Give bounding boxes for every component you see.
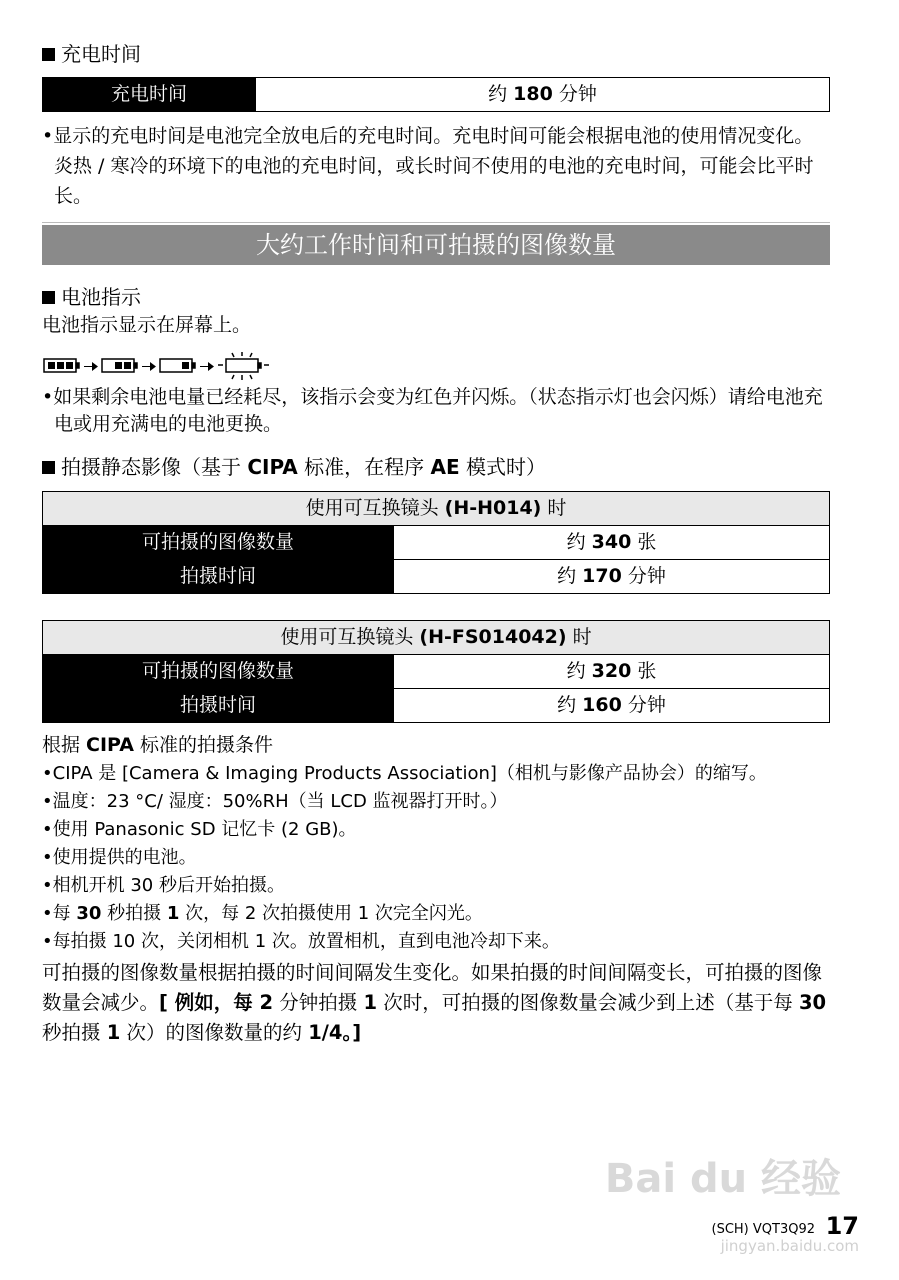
charge-heading: 充电时间 bbox=[42, 40, 141, 69]
battery-note: •如果剩余电池电量已经耗尽，该指示会变为红色并闪烁。（状态指示灯也会闪烁）请给电池充电或用充满电的电池更换。 bbox=[42, 386, 823, 435]
charge-time-value: 约 180 分钟 bbox=[256, 78, 830, 112]
interval-paragraph: 可拍摄的图像数量根据拍摄的时间间隔发生变化。如果拍摄的时间间隔变长，可拍摄的图像数量会减少。[ 例如，每 2 分钟拍摄 1 次时，可拍摄的图像数量会减少到上述（基于每 30 秒拍摄 1 次）的图像数量的约 1/4。] bbox=[42, 961, 827, 1044]
section-banner: 大约工作时间和可拍摄的图像数量 bbox=[42, 225, 830, 265]
square-bullet-icon bbox=[42, 461, 55, 474]
square-bullet-icon bbox=[42, 291, 55, 304]
battery-heading: 电池指示 bbox=[42, 283, 141, 312]
row-value: 约 320 张 bbox=[394, 655, 830, 689]
page-number: 17 bbox=[825, 1212, 859, 1240]
list-item: •每 30 秒拍摄 1 次，每 2 次拍摄使用 1 次完全闪光。 bbox=[42, 903, 483, 924]
row-value: 约 160 分钟 bbox=[394, 689, 830, 723]
row-label: 拍摄时间 bbox=[43, 689, 394, 723]
square-bullet-icon bbox=[42, 48, 55, 61]
list-item: •CIPA 是 [Camera & Imaging Products Association]（相机与影像产品协会）的缩写。 bbox=[42, 763, 767, 784]
charge-time-label: 充电时间 bbox=[43, 78, 256, 112]
charge-note: •显示的充电时间是电池完全放电后的充电时间。充电时间可能会根据电池的使用情况变化。炎热 / 寒冷的环境下的电池的充电时间，或长时间不使用的电池的充电时间，可能会比平时长。 bbox=[42, 125, 814, 207]
battery-desc: 电池指示显示在屏幕上。 bbox=[42, 314, 252, 336]
row-value: 约 170 分钟 bbox=[394, 560, 830, 594]
row-label: 拍摄时间 bbox=[43, 560, 394, 594]
lens-header: 使用可互换镜头 (H-FS014042) 时 bbox=[43, 621, 830, 655]
still-table-h-h014 bbox=[42, 491, 830, 594]
still-heading: 拍摄静态影像（基于 CIPA 标准，在程序 AE 模式时） bbox=[42, 453, 546, 482]
charge-table bbox=[42, 77, 830, 112]
still-table-h-fs014042 bbox=[42, 620, 830, 723]
list-item: •使用 Panasonic SD 记忆卡 (2 GB)。 bbox=[42, 819, 357, 840]
row-label: 可拍摄的图像数量 bbox=[43, 526, 394, 560]
watermark-url: jingyan.baidu.com bbox=[720, 1237, 859, 1255]
watermark-logo: Bai du 经验 bbox=[604, 1156, 841, 1202]
lens-header: 使用可互换镜头 (H-H014) 时 bbox=[43, 492, 830, 526]
list-item: •温度：23 °C/ 湿度：50%RH（当 LCD 监视器打开时。） bbox=[42, 791, 508, 812]
list-item: •每拍摄 10 次，关闭相机 1 次。放置相机，直到电池冷却下来。 bbox=[42, 931, 560, 952]
battery-levels-icon bbox=[42, 351, 282, 381]
footer-code: (SCH) VQT3Q92 bbox=[711, 1222, 815, 1237]
row-value: 约 340 张 bbox=[394, 526, 830, 560]
list-item: •使用提供的电池。 bbox=[42, 847, 197, 868]
divider bbox=[42, 222, 830, 223]
list-item: •相机开机 30 秒后开始拍摄。 bbox=[42, 875, 285, 896]
cipa-conditions-list bbox=[42, 760, 832, 956]
cipa-conditions-title: 根据 CIPA 标准的拍摄条件 bbox=[42, 734, 273, 756]
row-label: 可拍摄的图像数量 bbox=[43, 655, 394, 689]
battery-indicator-sequence bbox=[42, 351, 282, 381]
